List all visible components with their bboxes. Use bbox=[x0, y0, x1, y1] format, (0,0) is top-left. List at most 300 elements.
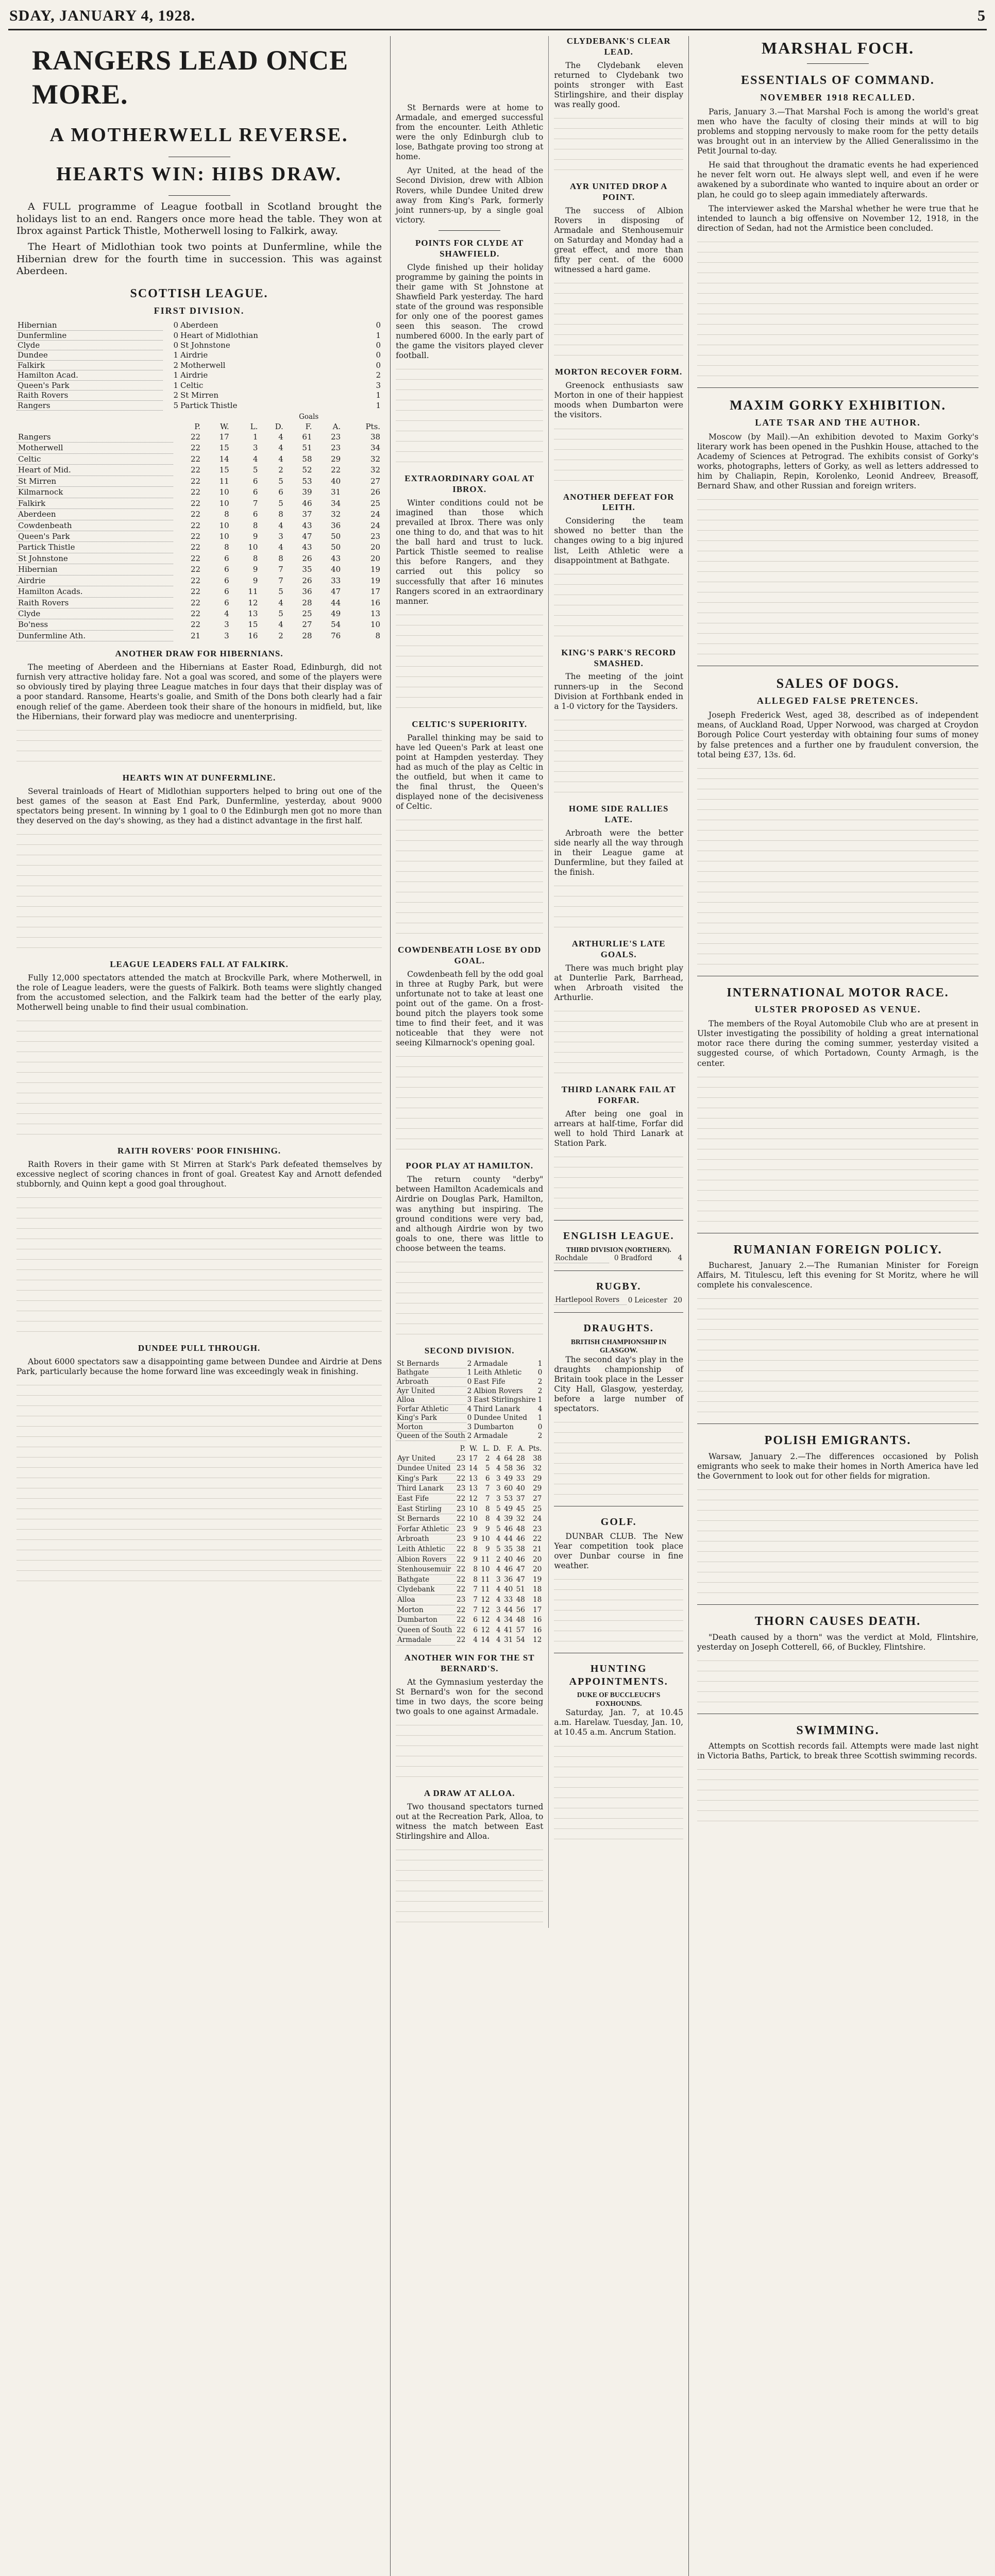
stat-cell: 57 bbox=[516, 1625, 525, 1634]
team-name: St Bernards bbox=[396, 1360, 466, 1368]
stat-cell: 48 bbox=[516, 1524, 525, 1533]
table-row bbox=[396, 1545, 543, 1555]
stat-cell: 22 bbox=[190, 565, 201, 574]
table-row bbox=[396, 1625, 543, 1635]
stat-cell: 24 bbox=[370, 520, 381, 530]
result-row bbox=[16, 330, 382, 340]
table-row bbox=[16, 453, 382, 464]
score: 2 bbox=[537, 1377, 543, 1386]
team-name: Stenhousemuir bbox=[396, 1565, 455, 1575]
score: 0 bbox=[614, 1254, 619, 1263]
stat-cell: 54 bbox=[516, 1636, 525, 1645]
table-row bbox=[16, 443, 382, 453]
text-filler bbox=[396, 1721, 543, 1781]
divider bbox=[439, 230, 500, 231]
table-row bbox=[396, 1585, 543, 1595]
stat-cell: 38 bbox=[516, 1545, 525, 1553]
alloa-heading: A DRAW AT ALLOA. bbox=[424, 1788, 515, 1798]
score: 1 bbox=[173, 380, 178, 390]
stat-cell: 17 bbox=[370, 587, 381, 597]
motor-headline: INTERNATIONAL MOTOR RACE. bbox=[727, 986, 949, 999]
stat-cell: 52 bbox=[302, 465, 312, 475]
stat-cell: 38 bbox=[370, 432, 381, 442]
gorky-headline: MAXIM GORKY EXHIBITION. bbox=[730, 397, 946, 413]
stat-cell: 28 bbox=[302, 631, 312, 640]
stat-cell: 6 bbox=[224, 553, 229, 563]
team-name: Hibernian bbox=[16, 564, 173, 575]
score: 3 bbox=[467, 1396, 472, 1404]
stat-cell: 4 bbox=[496, 1535, 501, 1544]
column-header: Pts. bbox=[365, 421, 381, 431]
stat-cell: 64 bbox=[504, 1454, 513, 1463]
stat-cell: 22 bbox=[190, 620, 201, 630]
column-3 bbox=[688, 36, 987, 2576]
table-row bbox=[16, 608, 382, 619]
celtic-para: Parallel thinking may be said to have led Queen's Park at least one point at Hampden yesterday. They had as much of the play as Celtic in the outfield, but when it came to the final thrust, the Queen's displayed none of the decisiveness of Celtic. bbox=[396, 733, 544, 811]
stat-cell: 49 bbox=[504, 1474, 513, 1483]
dogs-sub: ALLEGED FALSE PRETENCES. bbox=[756, 696, 919, 706]
score: 2 bbox=[376, 370, 381, 380]
stat-cell: 61 bbox=[302, 432, 312, 442]
stat-cell: 44 bbox=[504, 1605, 513, 1614]
team-name: Rochdale bbox=[554, 1254, 609, 1263]
stat-cell: 17 bbox=[468, 1454, 478, 1463]
stat-cell: 6 bbox=[278, 487, 283, 497]
stat-cell: 47 bbox=[302, 531, 312, 541]
third-lanark-para: After being one goal in arrears at half-time, Forfar did well to hold Third Lanark at Station Park. bbox=[554, 1109, 684, 1148]
team-name: Hamilton Acads. bbox=[16, 586, 173, 597]
stat-cell: 38 bbox=[533, 1454, 542, 1463]
draughts-para: The second day's play in the draughts championship of Britain took place in the Lesser City Hall, Glasgow, yesterday, before a large number of spectators. bbox=[554, 1354, 684, 1414]
draughts-title: DRAUGHTS. bbox=[583, 1322, 654, 1334]
stat-cell: 11 bbox=[248, 587, 258, 597]
stat-cell: 24 bbox=[533, 1515, 542, 1523]
stat-cell: 60 bbox=[504, 1484, 513, 1493]
stat-cell: 4 bbox=[473, 1636, 478, 1645]
stat-cell: 76 bbox=[331, 631, 341, 640]
stat-cell: 22 bbox=[190, 476, 201, 486]
table-row bbox=[396, 1595, 543, 1605]
stat-cell: 10 bbox=[219, 531, 229, 541]
result-row bbox=[16, 340, 382, 350]
stat-cell: 8 bbox=[252, 553, 258, 563]
score: 0 bbox=[537, 1422, 543, 1431]
aberdeen-heading: ANOTHER DRAW FOR HIBERNIANS. bbox=[115, 649, 283, 659]
stat-cell: 23 bbox=[457, 1484, 466, 1493]
thorn-headline: THORN CAUSES DEATH. bbox=[754, 1614, 921, 1628]
team-name: Queen's Park bbox=[16, 531, 173, 541]
stat-cell: 56 bbox=[516, 1605, 525, 1614]
stat-cell: 3 bbox=[224, 631, 229, 640]
stat-cell: 35 bbox=[302, 565, 312, 574]
team-name: Morton bbox=[396, 1605, 455, 1615]
swimming-headline: SWIMMING. bbox=[796, 1723, 880, 1737]
team-name: Hartlepool Rovers bbox=[554, 1296, 626, 1304]
score: 1 bbox=[376, 391, 381, 400]
stat-cell: 8 bbox=[375, 631, 381, 640]
stat-cell: 22 bbox=[190, 498, 201, 508]
score: 2 bbox=[467, 1386, 472, 1395]
stat-cell: 14 bbox=[468, 1464, 478, 1473]
team-name: Aberdeen bbox=[16, 509, 173, 520]
stat-cell: 8 bbox=[485, 1515, 490, 1523]
leith-para: Considering the team showed no better than the changes owing to a big injured list, Leith Athletic were a disappointment at Bathgate. bbox=[554, 516, 684, 565]
stat-cell: 23 bbox=[370, 531, 381, 541]
hunting-sub: DUKE OF BUCCLEUCH'S FOXHOUNDS. bbox=[577, 1691, 661, 1707]
team-name: Airdrie bbox=[16, 575, 173, 586]
stat-cell: 43 bbox=[302, 520, 312, 530]
team-name: Ayr United bbox=[396, 1386, 466, 1396]
score: 0 bbox=[173, 330, 178, 340]
score: 2 bbox=[537, 1386, 543, 1395]
result-row bbox=[396, 1386, 543, 1396]
team-name: Third Lanark bbox=[396, 1484, 455, 1494]
table-row bbox=[396, 1574, 543, 1585]
stat-cell: 22 bbox=[190, 443, 201, 453]
team-name: Clyde bbox=[16, 608, 173, 619]
stat-cell: 22 bbox=[457, 1575, 466, 1584]
stat-cell: 12 bbox=[481, 1595, 490, 1604]
stat-cell: 43 bbox=[302, 543, 312, 552]
stat-cell: 22 bbox=[457, 1545, 466, 1553]
text-filler bbox=[554, 1007, 683, 1077]
team-name: East Stirling bbox=[396, 1504, 455, 1514]
text-filler bbox=[554, 1575, 683, 1646]
stat-cell: 22 bbox=[457, 1625, 466, 1634]
team-name: Bo'ness bbox=[16, 619, 173, 630]
home-side-heading: HOME SIDE RALLIES LATE. bbox=[568, 803, 669, 824]
score: 2 bbox=[173, 360, 178, 370]
first-division-table bbox=[16, 421, 382, 642]
column-header: P. bbox=[194, 421, 201, 431]
team-name: Dundee bbox=[16, 350, 163, 360]
stat-cell: 8 bbox=[473, 1575, 478, 1584]
column-header: L. bbox=[483, 1445, 490, 1453]
foch-sub: ESSENTIALS OF COMMAND. bbox=[741, 74, 935, 88]
stat-cell: 22 bbox=[331, 465, 341, 475]
stat-cell: 36 bbox=[302, 587, 312, 597]
table-header bbox=[16, 421, 382, 432]
result-row bbox=[554, 1296, 683, 1304]
stat-cell: 23 bbox=[457, 1504, 466, 1513]
stat-cell: 4 bbox=[278, 620, 283, 630]
stat-cell: 6 bbox=[224, 575, 229, 585]
stat-cell: 22 bbox=[533, 1535, 542, 1544]
team-name: St Johnstone bbox=[180, 340, 230, 350]
stat-cell: 5 bbox=[496, 1524, 501, 1533]
column-header bbox=[16, 421, 173, 432]
team-name: Armadale bbox=[474, 1432, 508, 1440]
stat-cell: 22 bbox=[457, 1636, 466, 1645]
stat-cell: 48 bbox=[516, 1616, 525, 1624]
column-header: F. bbox=[507, 1445, 513, 1453]
stat-cell: 8 bbox=[473, 1565, 478, 1574]
thorn-para: "Death caused by a thorn" was the verdict at Mold, Flintshire, yesterday on Joseph Cotterell, 66, of Buckley, Flintshire. bbox=[697, 1632, 979, 1652]
stat-cell: 9 bbox=[252, 565, 258, 574]
stat-cell: 28 bbox=[302, 598, 312, 607]
score: 0 bbox=[467, 1414, 472, 1422]
result-row bbox=[396, 1360, 543, 1368]
clyde-para: Clyde finished up their holiday programme by gaining the points in their game with St Johnstone at Shawfield Park yesterday. The hard state of the ground was responsible for only one of the poorest games seen this season. The crowd numbered 6000. In the early part of the game the visitors played clever football. bbox=[396, 262, 544, 361]
score: 2 bbox=[467, 1432, 472, 1440]
stat-cell: 3 bbox=[496, 1495, 501, 1503]
stat-cell: 4 bbox=[496, 1565, 501, 1574]
stat-cell: 32 bbox=[533, 1464, 542, 1473]
column-2b bbox=[548, 36, 688, 1928]
table-row bbox=[396, 1514, 543, 1524]
stat-cell: 13 bbox=[468, 1474, 478, 1483]
score: 1 bbox=[467, 1368, 472, 1377]
table-row bbox=[16, 465, 382, 476]
team-name: East Stirlingshire bbox=[474, 1396, 536, 1404]
stat-cell: 22 bbox=[190, 454, 201, 464]
text-filler bbox=[396, 365, 543, 466]
masthead-date: SDAY, JANUARY 4, 1928. bbox=[9, 7, 195, 24]
stat-cell: 20 bbox=[370, 543, 381, 552]
gorky-para: Moscow (by Mail).—An exhibition devoted to Maxim Gorky's literary work has been opened in the Pushkin House, attached to the Academy of Sciences at Petrograd. The exhibits consist of Gorky's works, photographs, letters of Gorky, as well as letters addressed to him by Chaliapin, Repin, Korolenko, Leonid Andreev, Breasoff, Bernard Shaw, and other Russian and foreign writers. bbox=[697, 432, 979, 491]
rumanian-para: Bucharest, January 2.—The Rumanian Minister for Foreign Affairs, M. Titulescu, left this evening for St Moritz, where he will complete his convalescence. bbox=[697, 1261, 979, 1290]
cowden-heading: COWDENBEATH LOSE BY ODD GOAL. bbox=[397, 945, 542, 965]
result-row bbox=[396, 1432, 543, 1441]
english-result bbox=[554, 1254, 683, 1263]
home-side-para: Arbroath were the better side nearly all the way through in their League game at Dunfermline, but they failed at the finish. bbox=[554, 828, 684, 877]
stat-cell: 25 bbox=[302, 609, 312, 619]
team-name: Queen of South bbox=[396, 1625, 455, 1635]
stat-cell: 7 bbox=[278, 565, 283, 574]
table-row bbox=[16, 553, 382, 564]
ayr-para: Ayr United, at the head of the Second Division, drew with Albion Rovers, while Dundee United drew away from King's Park, formerly joint runners-up, by a single goal victory. bbox=[396, 166, 544, 225]
stat-cell: 39 bbox=[504, 1515, 513, 1523]
score: 5 bbox=[173, 400, 178, 410]
stat-cell: 20 bbox=[533, 1565, 542, 1574]
stat-cell: 4 bbox=[496, 1515, 501, 1523]
stat-cell: 5 bbox=[496, 1504, 501, 1513]
text-filler bbox=[697, 238, 979, 380]
team-name: St Johnstone bbox=[16, 553, 173, 564]
rangers-sub2: HEARTS WIN: HIBS DRAW. bbox=[56, 163, 342, 185]
stat-cell: 14 bbox=[219, 454, 229, 464]
stat-cell: 15 bbox=[219, 443, 229, 453]
column-header: P. bbox=[460, 1445, 466, 1453]
clydebank-para: The Clydebank eleven returned to Clydebank two points stronger with East Stirlingshire, and their display was really good. bbox=[554, 60, 684, 110]
stat-cell: 16 bbox=[533, 1625, 542, 1634]
stat-cell: 15 bbox=[248, 620, 258, 630]
team-name: Ayr United bbox=[396, 1454, 455, 1464]
stat-cell: 53 bbox=[504, 1495, 513, 1503]
team-name: Celtic bbox=[16, 453, 173, 464]
stat-cell: 50 bbox=[331, 531, 341, 541]
text-filler bbox=[697, 495, 979, 658]
masthead bbox=[8, 5, 987, 30]
text-filler bbox=[396, 1845, 543, 1926]
text-filler bbox=[554, 425, 683, 485]
divider bbox=[697, 387, 979, 388]
stat-cell: 6 bbox=[224, 598, 229, 607]
stat-cell: 18 bbox=[533, 1585, 542, 1594]
stat-cell: 22 bbox=[457, 1565, 466, 1574]
hunting-title: HUNTING APPOINTMENTS. bbox=[569, 1663, 668, 1687]
third-lanark-heading: THIRD LANARK FAIL AT FORFAR. bbox=[561, 1084, 676, 1105]
stat-cell: 19 bbox=[370, 575, 381, 585]
text-filler bbox=[396, 1258, 543, 1338]
stat-cell: 46 bbox=[516, 1555, 525, 1564]
stat-cell: 26 bbox=[302, 575, 312, 585]
stat-cell: 8 bbox=[278, 510, 283, 519]
stat-cell: 48 bbox=[516, 1595, 525, 1604]
table-row bbox=[16, 476, 382, 486]
rugby-title: RUGBY. bbox=[596, 1280, 642, 1292]
ibrox-heading: EXTRAORDINARY GOAL AT IBROX. bbox=[404, 473, 535, 495]
stat-cell: 8 bbox=[252, 520, 258, 530]
rangers-sub1: A MOTHERWELL REVERSE. bbox=[49, 124, 349, 146]
stat-cell: 11 bbox=[481, 1575, 490, 1584]
team-name: Clyde bbox=[16, 340, 163, 350]
leith-heading: ANOTHER DEFEAT FOR LEITH. bbox=[563, 492, 674, 513]
stat-cell: 22 bbox=[190, 598, 201, 607]
table-row bbox=[396, 1504, 543, 1514]
score: 3 bbox=[376, 380, 381, 390]
stat-cell: 46 bbox=[516, 1535, 525, 1544]
raith-heading: RAITH ROVERS' POOR FINISHING. bbox=[117, 1145, 281, 1156]
stat-cell: 10 bbox=[219, 520, 229, 530]
stat-cell: 4 bbox=[278, 454, 283, 464]
team-name: St Mirren bbox=[180, 391, 219, 400]
score: 0 bbox=[173, 320, 178, 330]
score: 0 bbox=[376, 350, 381, 360]
stat-cell: 13 bbox=[248, 609, 258, 619]
team-name: Dumbarton bbox=[396, 1615, 455, 1625]
stat-cell: 46 bbox=[504, 1524, 513, 1533]
stat-cell: 22 bbox=[457, 1515, 466, 1523]
stat-cell: 4 bbox=[496, 1625, 501, 1634]
stat-cell: 2 bbox=[485, 1454, 490, 1463]
team-name: Leicester bbox=[634, 1296, 667, 1304]
stat-cell: 26 bbox=[370, 487, 381, 497]
table-row bbox=[396, 1473, 543, 1484]
stat-cell: 5 bbox=[496, 1545, 501, 1553]
result-row bbox=[16, 370, 382, 380]
stat-cell: 32 bbox=[370, 465, 381, 475]
stat-cell: 46 bbox=[504, 1565, 513, 1574]
falkirk-heading: LEAGUE LEADERS FALL AT FALKIRK. bbox=[110, 959, 289, 969]
stat-cell: 4 bbox=[278, 443, 283, 453]
stat-cell: 4 bbox=[496, 1454, 501, 1463]
stat-cell: 7 bbox=[473, 1595, 478, 1604]
result-row bbox=[396, 1404, 543, 1414]
team-name: Morton bbox=[396, 1422, 466, 1432]
stat-cell: 22 bbox=[190, 531, 201, 541]
score: 1 bbox=[173, 370, 178, 380]
stat-cell: 23 bbox=[457, 1464, 466, 1473]
stat-cell: 3 bbox=[278, 531, 283, 541]
stat-cell: 46 bbox=[302, 498, 312, 508]
stat-cell: 1 bbox=[252, 432, 258, 442]
stat-cell: 12 bbox=[481, 1616, 490, 1624]
stat-cell: 4 bbox=[496, 1595, 501, 1604]
table-row bbox=[396, 1454, 543, 1464]
stat-cell: 23 bbox=[331, 432, 341, 442]
divider bbox=[697, 1423, 979, 1424]
stat-cell: 36 bbox=[516, 1464, 525, 1473]
stat-cell: 20 bbox=[533, 1555, 542, 1564]
stat-cell: 4 bbox=[496, 1636, 501, 1645]
score: 4 bbox=[678, 1254, 683, 1263]
stat-cell: 12 bbox=[248, 598, 258, 607]
alloa-para: Two thousand spectators turned out at the Recreation Park, Alloa, to witness the match between East Stirlingshire and Alloa. bbox=[396, 1802, 544, 1841]
stat-cell: 16 bbox=[533, 1616, 542, 1624]
foch-headline: MARSHAL FOCH. bbox=[761, 39, 915, 57]
text-filler bbox=[697, 1656, 979, 1706]
stat-cell: 4 bbox=[496, 1464, 501, 1473]
table-row bbox=[16, 564, 382, 575]
text-filler bbox=[697, 1073, 979, 1226]
stat-cell: 2 bbox=[278, 465, 283, 475]
team-name: Celtic bbox=[180, 380, 204, 390]
team-name: Leith Athletic bbox=[396, 1545, 455, 1555]
stat-cell: 15 bbox=[219, 465, 229, 475]
team-name: Arbroath bbox=[396, 1377, 466, 1386]
stat-cell: 29 bbox=[331, 454, 341, 464]
stat-cell: 16 bbox=[370, 598, 381, 607]
foch-para-3: The interviewer asked the Marshal whether he were true that he intended to launch a big offensive on November 12, 1918, in the direction of Sedan, had not the Armistice been concluded. bbox=[697, 204, 979, 233]
team-name: Alloa bbox=[396, 1396, 466, 1405]
team-name: Bathgate bbox=[396, 1368, 466, 1378]
stat-cell: 12 bbox=[533, 1636, 542, 1645]
foch-para-1: Paris, January 3.—That Marshal Foch is among the world's great men who have the faculty of closing their minds at will to big problems and stopping nervously to make room for the petty details was brought out in an interview by the Allied Generalissimo in the Petit Journal to-day. bbox=[697, 107, 979, 156]
team-name: East Fife bbox=[396, 1494, 455, 1504]
stat-cell: 25 bbox=[533, 1504, 542, 1513]
table-row bbox=[16, 520, 382, 531]
column-2 bbox=[390, 36, 688, 2576]
text-filler bbox=[16, 1193, 382, 1336]
column-header: D. bbox=[493, 1445, 501, 1453]
hunting-para: Saturday, Jan. 7, at 10.45 a.m. Harelaw. Tuesday, Jan. 10, at 10.45 a.m. Ancrum Station. bbox=[554, 1708, 684, 1737]
score: 0 bbox=[173, 340, 178, 350]
text-filler bbox=[16, 830, 382, 952]
table-row bbox=[16, 619, 382, 630]
score: 20 bbox=[673, 1296, 683, 1304]
result-row bbox=[396, 1377, 543, 1386]
stat-cell: 3 bbox=[496, 1605, 501, 1614]
stat-cell: 21 bbox=[533, 1545, 542, 1553]
stat-cell: 5 bbox=[278, 498, 283, 508]
result-row bbox=[16, 320, 382, 330]
stat-cell: 6 bbox=[473, 1616, 478, 1624]
stat-cell: 43 bbox=[331, 553, 341, 563]
stat-cell: 36 bbox=[331, 520, 341, 530]
table-row bbox=[16, 542, 382, 553]
team-name: King's Park bbox=[396, 1473, 455, 1484]
stbernards-para: At the Gymnasium yesterday the St Bernard's won for the second time in two days, the score being two goals to one against Armadale. bbox=[396, 1677, 544, 1716]
text-filler bbox=[16, 726, 382, 766]
stat-cell: 12 bbox=[468, 1495, 478, 1503]
dogs-para: Joseph Frederick West, aged 38, described as of independent means, of Auckland Road, Upper Norwood, was charged at Croydon Borough Police Court yesterday with obtaining four sums of money by false pretences and a further one by fraudulent conversion, the total being £37, 13s. 6d. bbox=[697, 710, 979, 759]
stat-cell: 32 bbox=[370, 454, 381, 464]
aberdeen-para: The meeting of Aberdeen and the Hibernians at Easter Road, Edinburgh, did not furnish very attractive holiday fare. Not a goal was scored, and some of the players were so obviously tired by playing three League matches in four days that their display was of a poor standard. Ransome, Hearts's goalie, and Smith of the Dons both clearly had a fair enough relief of the game. Aberdeen took their share of the honours in midfield, but, like the Hibernians, their forward play was mediocre and unenterprising. bbox=[16, 663, 382, 721]
stat-cell: 8 bbox=[224, 543, 229, 552]
stat-cell: 13 bbox=[468, 1484, 478, 1493]
stat-cell: 8 bbox=[224, 510, 229, 519]
table-row bbox=[16, 630, 382, 641]
team-name: Bathgate bbox=[396, 1574, 455, 1585]
score: 4 bbox=[467, 1404, 472, 1413]
score: 0 bbox=[628, 1296, 633, 1304]
text-filler bbox=[16, 1381, 382, 1585]
team-name: Airdrie bbox=[180, 370, 208, 380]
stat-cell: 4 bbox=[278, 432, 283, 442]
stat-cell: 6 bbox=[485, 1474, 490, 1483]
stat-cell: 9 bbox=[485, 1524, 490, 1533]
